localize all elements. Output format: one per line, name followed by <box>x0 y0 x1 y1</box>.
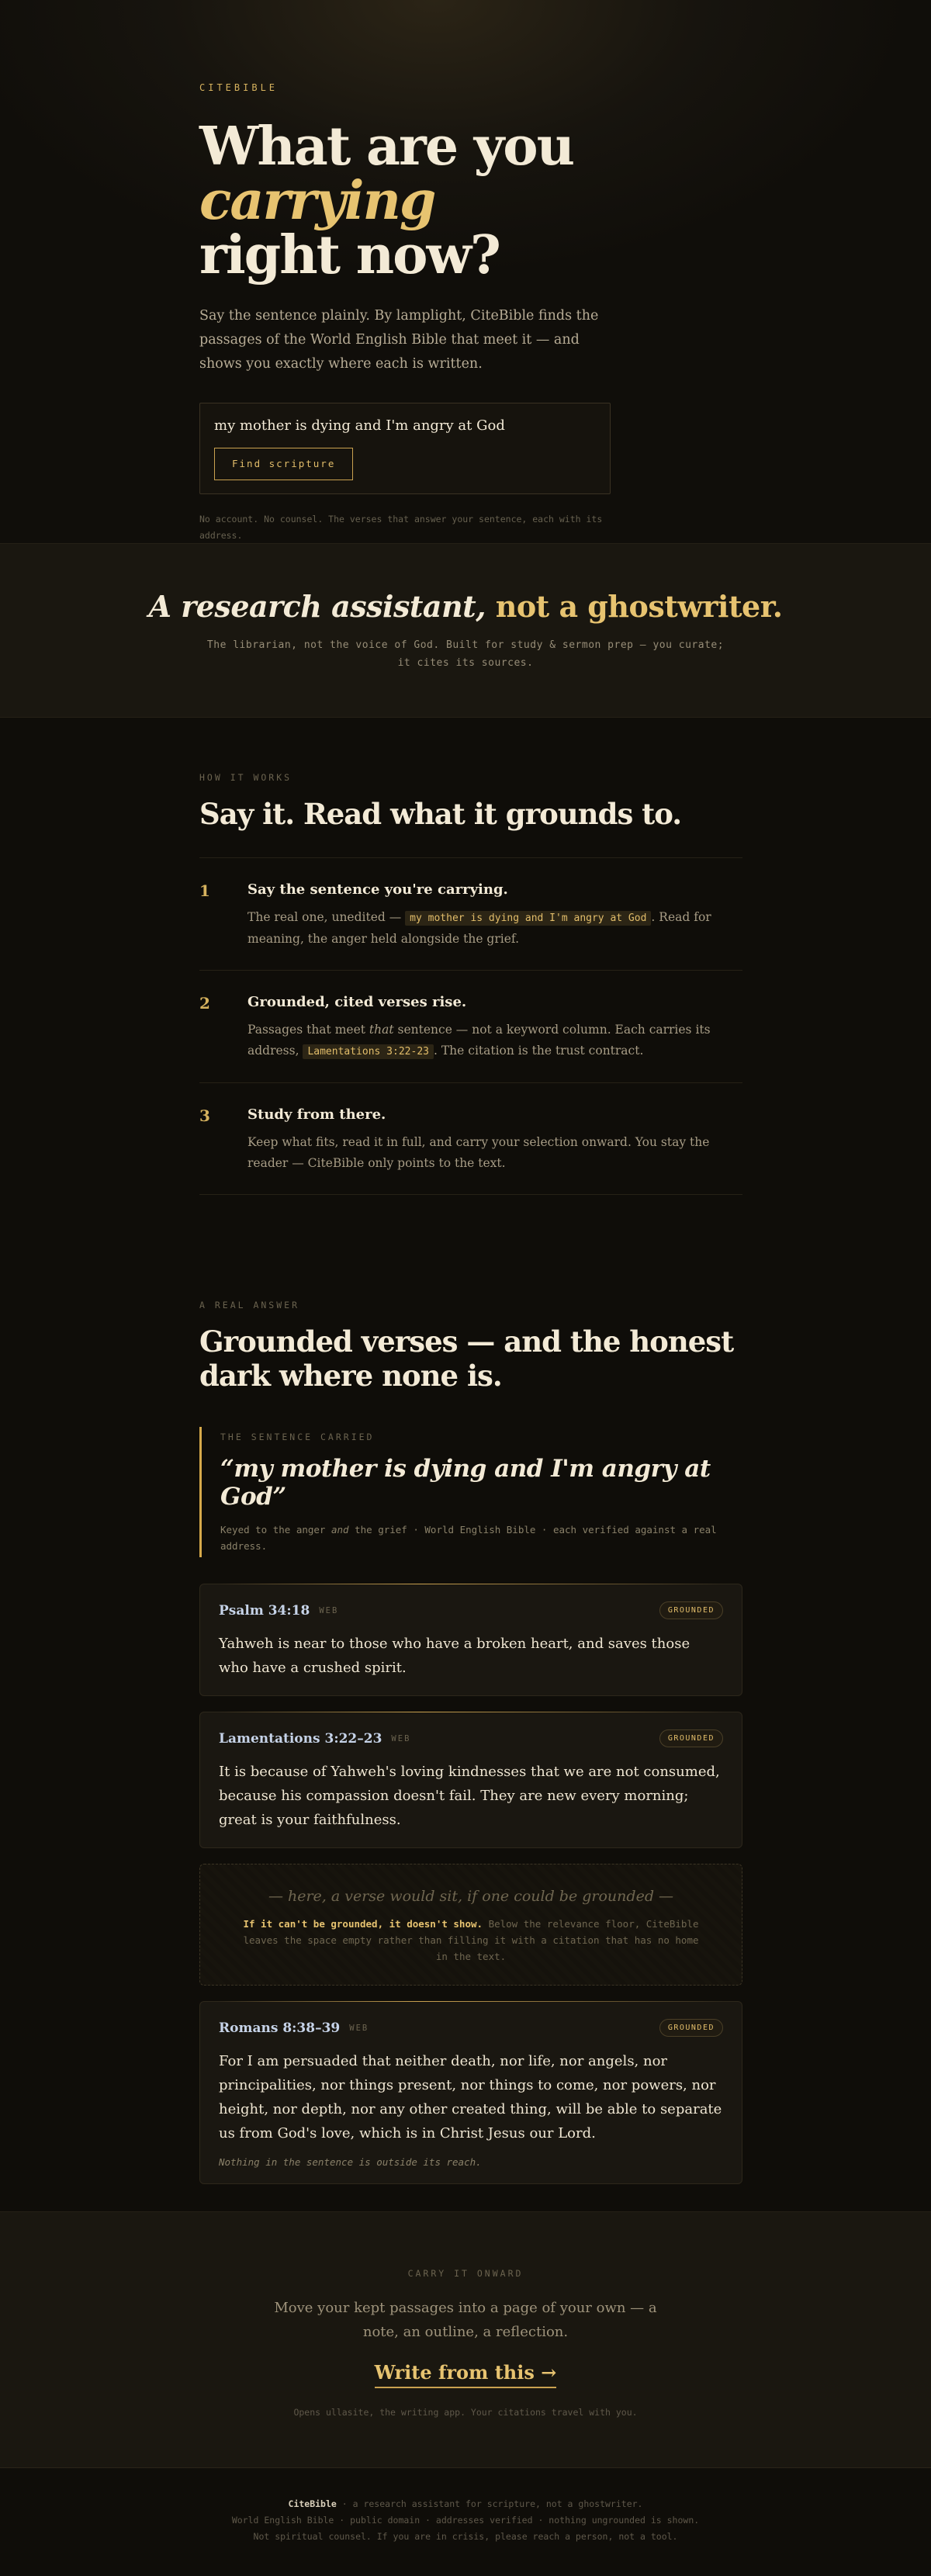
carried-label: THE SENTENCE CARRIED <box>220 1432 375 1442</box>
sentence-input[interactable]: my mother is dying and I'm angry at God <box>214 417 505 434</box>
empty-slot-bold: If it can't be grounded, it doesn't show. <box>243 1918 483 1930</box>
footer-brand: CiteBible <box>288 2498 337 2509</box>
write-from-this-link[interactable]: Write from this → <box>375 2361 557 2388</box>
empty-slot-ghost-text: — here, a verse would sit, if one could be grounded — <box>268 1888 674 1905</box>
verse-card[interactable] <box>199 2001 742 2184</box>
hero-fine-print: No account. No counsel. The verses that answer your sentence, each with its address. <box>199 514 603 541</box>
footer-line-3: Not spiritual counsel. If you are in crisis, please reach a person, not a tool. <box>253 2531 678 2542</box>
step-text <box>247 1020 742 1062</box>
hero-title-accent: carrying <box>199 170 435 232</box>
note-italic: and <box>331 1524 349 1536</box>
footer-tagline: · a research assistant for scripture, not a ghostwriter. <box>336 2498 643 2509</box>
footer-line-1 <box>0 2496 931 2512</box>
step-title: Say the sentence you're carrying. <box>247 881 508 898</box>
empty-slot-explanation <box>223 1916 718 1965</box>
carry-fine-print: Opens ullasite, the writing app. Your citations travel with you. <box>293 2407 638 2418</box>
band-title-italic: A research assistant, <box>148 589 486 624</box>
footer <box>0 2467 931 2576</box>
answer-title: Grounded verses — and the honest dark where none is. <box>199 1324 734 1393</box>
step-text-post: . Read for meaning, the anger held alongside the grief. <box>247 910 711 946</box>
card-highlight-line <box>219 2001 723 2002</box>
step-text-pre: The real one, unedited — <box>247 910 406 924</box>
band-title <box>0 589 931 624</box>
carry-lede: Move your kept passages into a page of your own — a note, an outline, a reflection. <box>274 2300 657 2340</box>
verse-reference[interactable]: Lamentations 3:22–23 <box>219 1730 382 1747</box>
carried-sentence: “my mother is dying and I'm angry at God” <box>220 1455 711 1511</box>
translation-label: WEB <box>319 1605 339 1615</box>
steps-list <box>199 857 742 1195</box>
step-3 <box>199 1083 742 1195</box>
grounded-badge: GROUNDED <box>659 2019 723 2037</box>
band-subtitle: The librarian, not the voice of God. Built for study & sermon prep — you curate; it cites its sources. <box>206 639 725 669</box>
carried-note <box>220 1522 717 1554</box>
hero-title-post: right now? <box>199 224 500 286</box>
translation-label: WEB <box>391 1733 411 1743</box>
verse-aside: Nothing in the sentence is outside its reach. <box>219 2156 482 2168</box>
verse-reference[interactable]: Psalm 34:18 <box>219 1602 310 1619</box>
step-text-mid: sentence — not a keyword column. Each carries its address, <box>247 1023 711 1058</box>
how-eyebrow: HOW IT WORKS <box>199 772 292 783</box>
step-text-post: . The citation is the trust contract. <box>433 1044 644 1058</box>
band-title-gold: not a ghostwriter. <box>495 589 783 624</box>
step-number: 1 <box>199 881 210 900</box>
footer-line-2: World English Bible · public domain · addresses verified · nothing ungrounded is shown. <box>231 2515 700 2526</box>
step-2 <box>199 971 742 1083</box>
verse-text: For I am persuaded that neither death, nor life, nor angels, nor principalities, nor things present, nor things to come, nor powers, nor height, nor depth, nor any other created thing, will be able to separate us from God's love, which is in Christ Jesus our Lord. <box>219 2053 722 2141</box>
step-1 <box>199 858 742 971</box>
answer-eyebrow: A REAL ANSWER <box>199 1300 300 1311</box>
carry-eyebrow: CARRY IT ONWARD <box>407 2268 524 2279</box>
how-it-works-section <box>0 718 931 1253</box>
hero-lede: Say the sentence plainly. By lamplight, CiteBible finds the passages of the World English Bible that meet it — and shows you exactly where each is written. <box>199 308 599 372</box>
step-number: 2 <box>199 994 210 1013</box>
step-text-pre: Passages that meet <box>247 1023 369 1037</box>
step-title: Grounded, cited verses rise. <box>247 994 467 1010</box>
note-post: the grief · World English Bible · each verified against a real address. <box>220 1524 717 1552</box>
step-text: Keep what fits, read it in full, and carry your selection onward. You stay the reader — CiteBible only points to the text. <box>247 1135 710 1170</box>
note-pre: Keyed to the anger <box>220 1524 331 1536</box>
grounded-badge: GROUNDED <box>659 1729 723 1747</box>
carry-onward-section <box>0 2211 931 2467</box>
sentence-carried-block <box>199 1427 742 1557</box>
hero-title-pre: What are you <box>199 116 574 178</box>
translation-label: WEB <box>349 2023 369 2033</box>
positioning-band <box>0 543 931 718</box>
query-chip: my mother is dying and I'm angry at God <box>405 911 651 926</box>
real-answer-section <box>0 1253 931 2211</box>
verse-card[interactable] <box>199 1712 742 1848</box>
step-text-italic: that <box>369 1023 394 1037</box>
how-title: Say it. Read what it grounds to. <box>199 797 682 831</box>
step-number: 3 <box>199 1106 210 1125</box>
empty-slot-rest: Below the relevance floor, CiteBible leaves the space empty rather than filling it with a citation that has no home in the text. <box>243 1918 699 1962</box>
sentence-input-box[interactable] <box>199 403 611 494</box>
verse-text: Yahweh is near to those who have a broken heart, and saves those who have a crushed spirit. <box>219 1636 690 1676</box>
brand-label: CITEBIBLE <box>199 82 279 93</box>
verse-reference[interactable]: Romans 8:38–39 <box>219 2020 341 2036</box>
hero-title <box>199 116 742 286</box>
verse-card[interactable] <box>199 1584 742 1696</box>
citation-chip: Lamentations 3:22-23 <box>303 1044 434 1059</box>
grounded-badge: GROUNDED <box>659 1601 723 1619</box>
hero-section <box>0 0 931 543</box>
empty-slot <box>199 1864 742 1986</box>
step-title: Study from there. <box>247 1106 386 1123</box>
find-scripture-button[interactable]: Find scripture <box>214 448 353 480</box>
verse-text: It is because of Yahweh's loving kindnesses that we are not consumed, because his compassion doesn't fail. They are new every morning; great is your faithfulness. <box>219 1764 720 1828</box>
step-text <box>247 907 742 950</box>
